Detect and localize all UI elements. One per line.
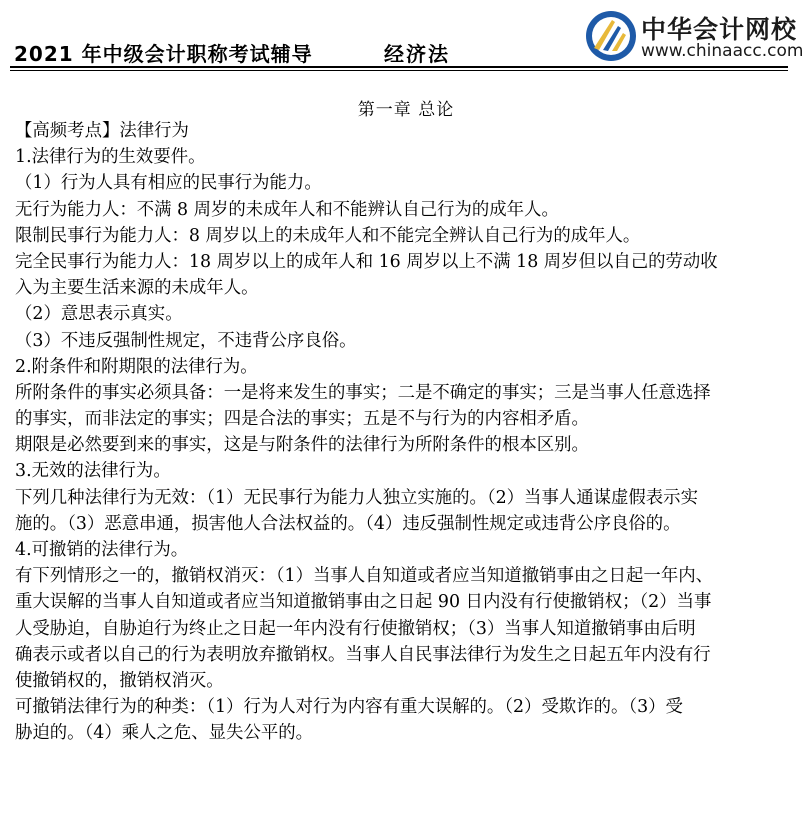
text-line: 的事实，而非法定的事实；四是合法的事实；五是不与行为的内容相矛盾。 xyxy=(15,409,589,430)
text-line: 【高频考点】法律行为 xyxy=(15,121,189,141)
text-line: 所附条件的事实必须具备：一是将来发生的事实；二是不确定的事实；三是当事人任意选择 xyxy=(15,382,711,403)
text-line: 重大误解的当事人自知道或者应当知道撤销事由之日起 90 日内没有行使撤销权；（2）当事 xyxy=(15,592,712,613)
text-line: 可撤销法律行为的种类：（1）行为人对行为内容有重大误解的。（2）受欺诈的。（3）受 xyxy=(15,697,683,718)
text-line: 4.可撤销的法律行为。 xyxy=(15,540,189,560)
text-line: （3）不违反强制性规定，不违背公序良俗。 xyxy=(15,330,357,351)
text-line: 确表示或者以自己的行为表明放弃撤销权。当事人自民事法律行为发生之日起五年内没有行 xyxy=(15,644,711,665)
chapter-title: 第一章 总论 xyxy=(357,100,455,120)
text-line: 无行为能力人：不满 8 周岁的未成年人和不能辨认自己行为的成年人。 xyxy=(15,199,559,220)
text-line: 限制民事行为能力人：8 周岁以上的未成年人和不能完全辨认自己行为的成年人。 xyxy=(15,225,641,246)
header-rule-thin xyxy=(10,70,788,71)
logo-name: 中华会计网校 xyxy=(641,15,798,44)
text-line: 胁迫的。（4）乘人之危、显失公平的。 xyxy=(15,723,314,744)
text-line: 下列几种法律行为无效：（1）无民事行为能力人独立实施的。（2）当事人通谋虚假表示实 xyxy=(15,487,698,508)
page-header xyxy=(0,0,812,70)
text-line: 1.法律行为的生效要件。 xyxy=(15,147,206,168)
logo-url: www.chinaacc.com xyxy=(641,41,804,61)
text-line: 完全民事行为能力人：18 周岁以上的成年人和 16 周岁以上不满 18 周岁但以自己的劳动收 xyxy=(15,251,718,272)
header-title: 2021 年中级会计职称考试辅导 xyxy=(14,42,313,66)
text-line: 施的。（3）恶意串通，损害他人合法权益的。（4）违反强制性规定或违背公序良俗的。 xyxy=(15,513,681,534)
text-line: （2）意思表示真实。 xyxy=(15,304,183,325)
header-rule-thick xyxy=(10,66,788,68)
chinaacc-logo-icon xyxy=(585,10,637,62)
text-line: 期限是必然要到来的事实，这是与附条件的法律行为所附条件的根本区别。 xyxy=(15,435,589,456)
text-line: 入为主要生活来源的未成年人。 xyxy=(15,278,259,299)
brand-logo[interactable] xyxy=(585,8,810,64)
document-body xyxy=(15,118,795,747)
text-line: 使撤销权的，撤销权消灭。 xyxy=(15,670,224,691)
text-line: （1）行为人具有相应的民事行为能力。 xyxy=(15,173,322,194)
text-line: 有下列情形之一的，撤销权消灭：（1）当事人自知道或者应当知道撤销事由之日起一年内、 xyxy=(15,566,713,587)
text-line: 2.附条件和附期限的法律行为。 xyxy=(15,356,258,377)
header-subject: 经济法 xyxy=(384,42,450,66)
text-line: 3.无效的法律行为。 xyxy=(15,461,171,482)
text-line: 人受胁迫，自胁迫行为终止之日起一年内没有行使撤销权；（3）当事人知道撤销事由后明 xyxy=(15,618,696,639)
